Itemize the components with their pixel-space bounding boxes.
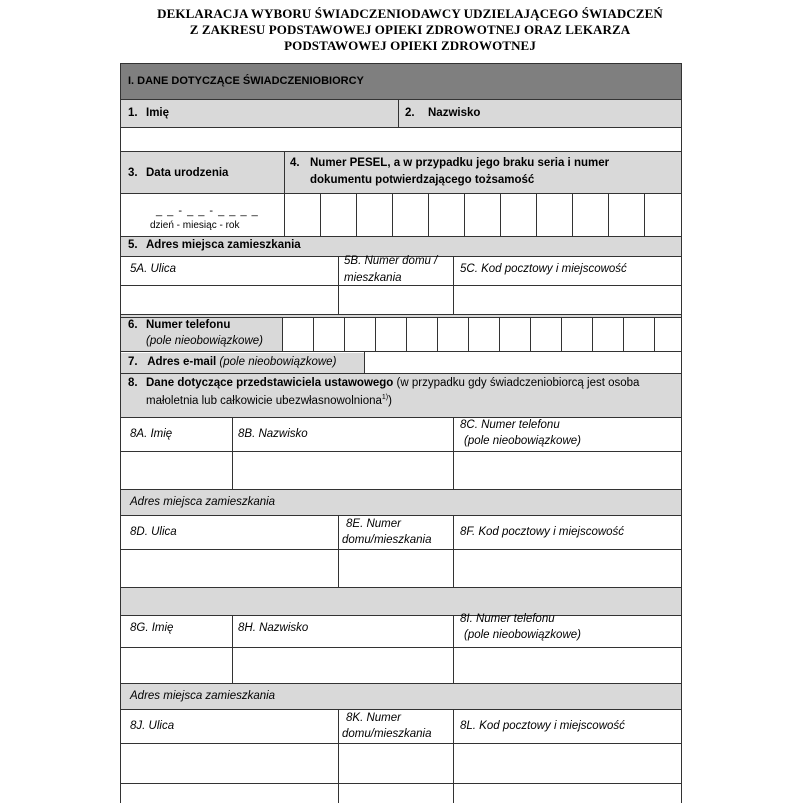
rule <box>120 285 682 286</box>
pesel-box <box>356 193 357 236</box>
rule <box>120 63 121 803</box>
rule <box>120 351 682 352</box>
phone-box <box>344 317 345 351</box>
field-8-label-rest: (w przypadku gdy świadczeniobiorcą jest osoba <box>393 377 640 389</box>
footnote-marker: 1) <box>381 394 389 401</box>
field-5c-label: 5C. Kod pocztowy i miejscowość <box>460 263 627 275</box>
field-5b-label-line2: mieszkania <box>344 272 402 284</box>
field-8-number: 8. <box>128 377 138 389</box>
rule <box>120 489 682 490</box>
rule <box>453 256 454 314</box>
rule <box>120 647 682 648</box>
field-8-line2-end: ) <box>388 394 392 407</box>
rule <box>120 99 682 100</box>
rule <box>120 515 682 516</box>
pesel-box <box>464 193 465 236</box>
rule <box>120 615 682 616</box>
rep1-address-heading: Adres miejsca zamieszkania <box>130 496 276 508</box>
field-8d-label: 8D. Ulica <box>130 526 177 538</box>
field-4-number: 4. <box>290 157 300 169</box>
field-8c-label-line2: (pole nieobowiązkowe) <box>464 435 581 447</box>
rule <box>282 317 283 351</box>
pesel-box <box>608 193 609 236</box>
pesel-box <box>392 193 393 236</box>
date-hint: dzień - miesiąc - rok <box>150 220 240 231</box>
phone-box <box>406 317 407 351</box>
field-6-number: 6. <box>128 319 138 331</box>
declaration-form <box>120 63 682 803</box>
phone-box <box>375 317 376 351</box>
rule <box>338 256 339 314</box>
field-3-number: 3. <box>128 167 138 179</box>
field-8i-label-line1: 8I. Numer telefonu <box>460 613 555 625</box>
field-5b-label-line1: 5B. Numer domu / <box>344 255 438 267</box>
field-1-number: 1. <box>128 107 138 119</box>
rule <box>338 709 339 803</box>
title-line-1: DEKLARACJA WYBORU ŚWIADCZENIODAWCY UDZIELAJĄCEGO ŚWIADCZEŃ <box>157 6 663 21</box>
field-6-note: (pole nieobowiązkowe) <box>146 335 263 347</box>
rule <box>453 615 454 683</box>
field-8i-label-line2: (pole nieobowiązkowe) <box>464 629 581 641</box>
title-line-2: Z ZAKRESU PODSTAWOWEJ OPIEKI ZDROWOTNEJ ORAZ LEKARZA <box>189 22 631 37</box>
rule <box>120 127 682 128</box>
field-8a-label: 8A. Imię <box>130 428 173 440</box>
field-7-number: 7. <box>128 356 138 368</box>
field-3-label: Data urodzenia <box>146 167 229 179</box>
rule <box>232 417 233 489</box>
rule <box>453 515 454 587</box>
rule <box>338 515 339 587</box>
rule <box>232 615 233 683</box>
field-8h-label: 8H. Nazwisko <box>238 622 309 634</box>
rule <box>364 351 365 373</box>
rule <box>120 193 682 194</box>
rep2-address-heading: Adres miejsca zamieszkania <box>130 690 276 702</box>
date-mask: _ _ - _ _ - _ _ _ _ <box>156 205 259 217</box>
field-8c-label-line1: 8C. Numer telefonu <box>460 419 560 431</box>
rule <box>284 151 285 236</box>
rule <box>120 451 682 452</box>
field-2-label: Nazwisko <box>428 107 481 119</box>
phone-box <box>592 317 593 351</box>
phone-box <box>499 317 500 351</box>
pesel-box <box>644 193 645 236</box>
title-line-3: PODSTAWOWEJ OPIEKI ZDROWOTNEJ <box>284 38 536 53</box>
rule <box>120 236 682 237</box>
field-6-label: Numer telefonu <box>146 319 231 331</box>
field-4-label-line1: Numer PESEL, a w przypadku jego braku seria i numer <box>310 157 610 169</box>
field-8k-label-line2: domu/mieszkania <box>342 728 432 740</box>
pesel-box <box>500 193 501 236</box>
rule <box>120 317 682 318</box>
field-8f-label: 8F. Kod pocztowy i miejscowość <box>460 526 625 538</box>
field-8e-label-line2: domu/mieszkania <box>342 534 432 546</box>
rule <box>120 709 682 710</box>
field-5-label: Adres miejsca zamieszkania <box>146 239 301 251</box>
rule <box>120 373 682 374</box>
field-8e-label-line1: 8E. Numer <box>346 518 401 530</box>
field-8g-label: 8G. Imię <box>130 622 174 634</box>
phone-box <box>313 317 314 351</box>
rule <box>453 709 454 803</box>
section-header: I. DANE DOTYCZĄCE ŚWIADCZENIOBIORCY <box>128 75 364 87</box>
field-8-label-bold: Dane dotyczące przedstawiciela ustawowego <box>146 377 394 389</box>
phone-box <box>437 317 438 351</box>
pesel-box <box>536 193 537 236</box>
shade-row-1-2 <box>120 99 682 127</box>
shade-separator <box>120 587 682 615</box>
rule <box>120 743 682 744</box>
phone-box <box>623 317 624 351</box>
phone-box <box>654 317 655 351</box>
field-8-label-line1 <box>146 377 639 389</box>
field-8l-label: 8L. Kod pocztowy i miejscowość <box>460 720 625 732</box>
field-8j-label: 8J. Ulica <box>130 720 175 732</box>
field-1-label: Imię <box>146 107 170 119</box>
pesel-box <box>572 193 573 236</box>
phone-box <box>561 317 562 351</box>
rule <box>453 417 454 489</box>
rule <box>681 63 682 803</box>
rule <box>120 151 682 152</box>
field-5a-label: 5A. Ulica <box>130 263 177 275</box>
rule <box>120 417 682 418</box>
pesel-box <box>320 193 321 236</box>
phone-box <box>468 317 469 351</box>
phone-box <box>530 317 531 351</box>
field-8-label-line2 <box>146 394 392 407</box>
rule <box>398 99 399 127</box>
field-7-note: (pole nieobowiązkowe) <box>219 356 337 368</box>
field-8-line2-text: małoletnia lub całkowicie ubezwłasnowolniona <box>146 394 382 407</box>
rule <box>120 683 682 684</box>
field-2-number: 2. <box>405 107 415 119</box>
document-title <box>100 6 720 54</box>
field-4-label-line2: dokumentu potwierdzającego tożsamość <box>310 174 535 186</box>
rule <box>120 63 682 64</box>
rule <box>120 314 682 315</box>
rule <box>120 783 682 784</box>
field-5-number: 5. <box>128 239 138 251</box>
field-8b-label: 8B. Nazwisko <box>238 428 308 440</box>
rule <box>120 587 682 588</box>
rule <box>120 549 682 550</box>
field-8k-label-line1: 8K. Numer <box>346 712 401 724</box>
field-7-label: Adres e-mail <box>147 356 217 368</box>
pesel-box <box>428 193 429 236</box>
field-7 <box>128 356 336 368</box>
